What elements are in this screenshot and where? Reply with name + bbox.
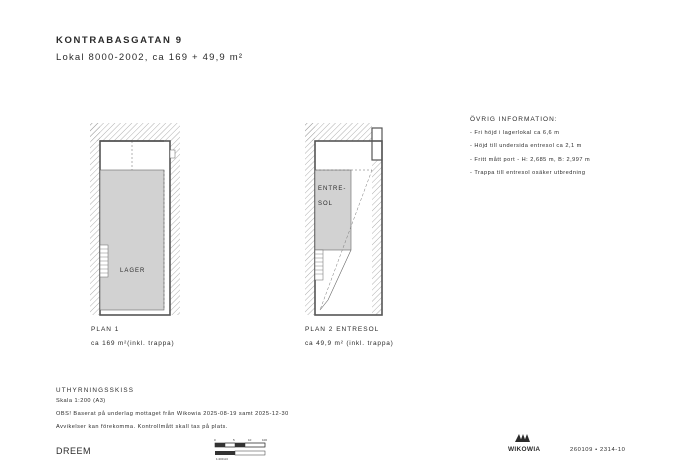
info-heading: ÖVRIG INFORMATION:: [470, 116, 558, 123]
footer-heading: UTHYRNINGSSKISS: [56, 387, 135, 394]
plan1-storage-room: [100, 170, 164, 310]
plan1-hatched-wall-left: [90, 123, 100, 315]
scale-tick-label: 10: [248, 438, 252, 442]
info-item: - Höjd till undersida entresol ca 2,1 m: [470, 143, 582, 150]
footer-scale: Skala 1:200 (A3): [56, 398, 106, 404]
footer-note-disclaimer: Avvikelser kan förekomma. Kontrollmått skall tas på plats.: [56, 424, 228, 430]
scale-tick-label: 0: [214, 438, 216, 442]
plan-1-floor-plan: [90, 123, 180, 315]
footer-note-source: OBS! Baserat på underlag mottaget från Wikowia 2025-08-19 samt 2025-12-30: [56, 411, 289, 417]
plan2-staircase: [315, 250, 323, 280]
wikowia-logo-icon: [515, 434, 530, 442]
plan-2-label: PLAN 2 ENTRESOL: [305, 326, 380, 333]
room-label-entresol-2: SOL: [318, 201, 334, 207]
scale-tick-label: 100: [262, 438, 268, 442]
scale-bar-label: 1:200 A3: [216, 457, 228, 461]
wikowia-logo-text: WIKOWIA: [508, 446, 541, 453]
page-title: KONTRABASGATAN 9: [56, 35, 183, 46]
plan-1-label: PLAN 1: [91, 326, 120, 333]
plan2-hatched-wall-top: [305, 123, 372, 141]
document-id: 260109 • 2314-10: [570, 447, 626, 453]
info-item: - Trappa till entresol osäker utbredning: [470, 169, 586, 176]
plan-2-floor-plan: [305, 123, 382, 315]
info-item: - Fri höjd i lagerlokal ca 6,6 m: [470, 130, 560, 136]
page-subtitle: Lokal 8000-2002, ca 169 + 49,9 m²: [56, 52, 244, 63]
plan2-hatched-wall-left: [305, 123, 315, 315]
plan2-mezzanine-room: [315, 170, 351, 250]
scale-tick-label: 5: [233, 438, 235, 442]
plan1-hatched-wall-top: [90, 123, 180, 141]
plan-2-area: ca 49,9 m² (inkl. trappa): [305, 340, 394, 347]
room-label-lager: LAGER: [120, 268, 146, 274]
plan1-hatched-wall-right: [170, 141, 180, 315]
scale-bar: [215, 443, 265, 455]
info-item: - Fritt mått port - H: 2,685 m, B: 2,997 m: [470, 156, 591, 163]
room-label-entresol-1: ENTRE-: [318, 186, 347, 192]
plan-1-area: ca 169 m²(inkl. trappa): [91, 340, 175, 347]
brand-logo: DREEM: [56, 446, 92, 456]
